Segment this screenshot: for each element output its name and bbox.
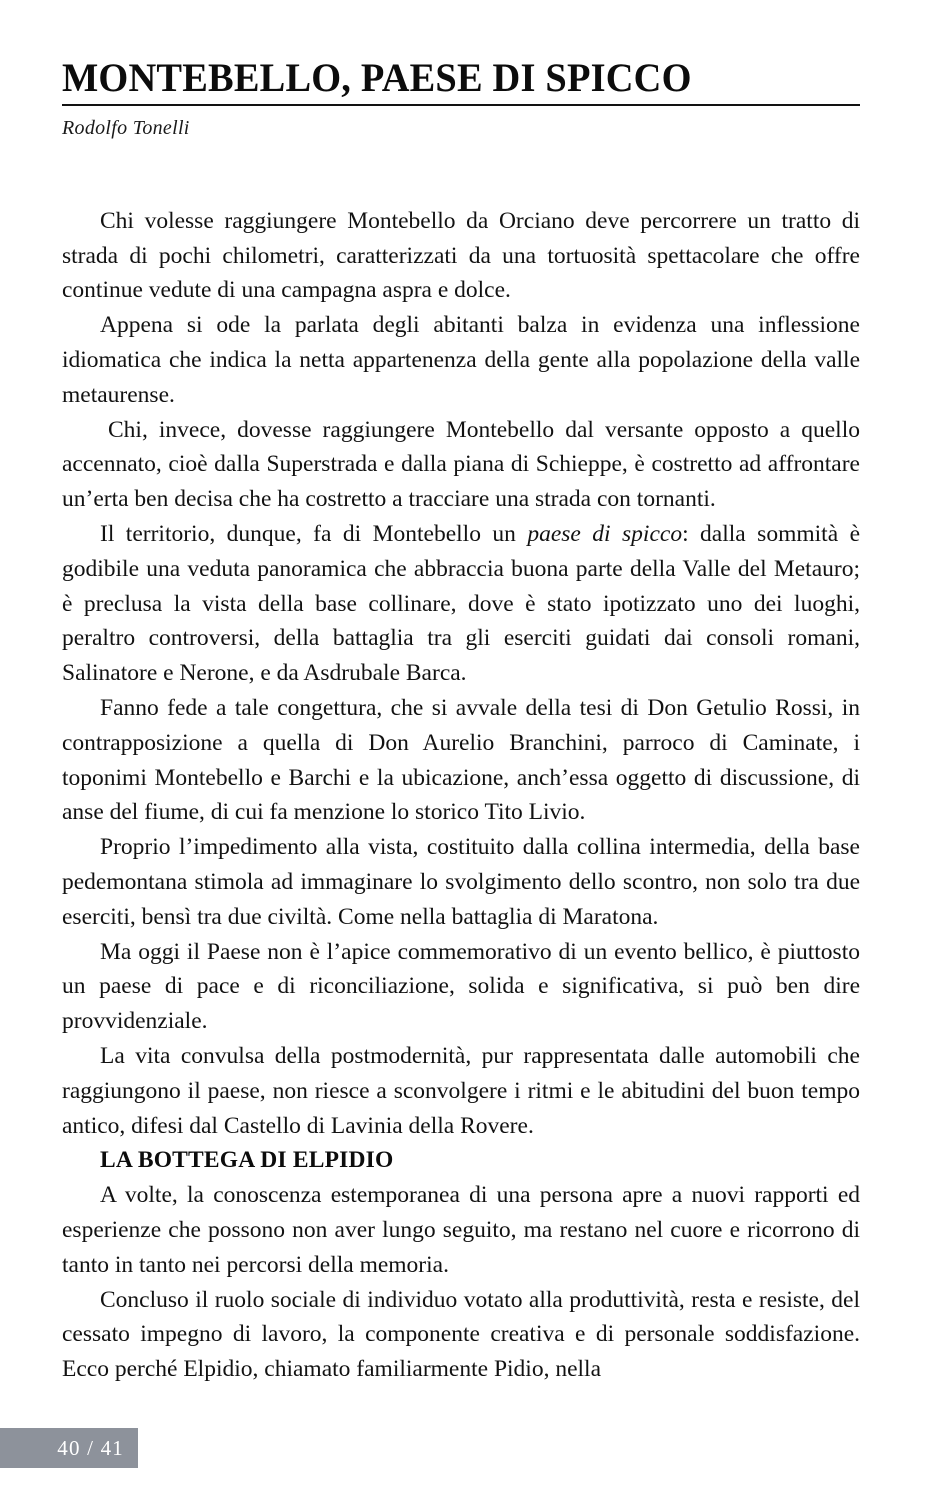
page-content bbox=[62, 0, 860, 1387]
title-block bbox=[62, 0, 860, 140]
article-body bbox=[62, 204, 860, 1387]
paragraph-3: Chi, invece, dovesse raggiungere Montebello dal versante opposto a quello accennato, cioè dalla Superstrada e dalla piana di Schieppe, è costretto ad affrontare un’erta ben decisa che ha costretto a tracciare una strada con tornanti. bbox=[62, 416, 860, 513]
paragraph-1: Chi volesse raggiungere Montebello da Orciano deve percorrere un tratto di strada di pochi chilometri, caratterizzati da una tortuosità spettacolare che offre continue vedute di una campagna aspra e dolce. bbox=[62, 207, 860, 304]
paragraph-2: Appena si ode la parlata degli abitanti balza in evidenza una inflessione idiomatica che indica la netta appartenenza della gente alla popolazione della valle metaurense. bbox=[62, 312, 860, 408]
section-paragraph-1: A volte, la conoscenza estemporanea di una persona apre a nuovi rapporti ed esperienze che possono non aver lungo seguito, ma restano nel cuore e ricorrono di tanto in tanto nei percorsi della memoria. bbox=[62, 1182, 860, 1278]
paragraph-4-tail: : dalla sommità è godibile una veduta panoramica che abbraccia buona parte della Valle del Metauro; è preclusa la vista della base collinare, dove è stato ipotizzato uno dei luoghi, peraltro controversi, della battaglia tra gli eserciti guidati dai consoli romani, Salinatore e Nerone, e da Asdrubale Barca. bbox=[62, 520, 861, 687]
author-byline: Rodolfo Tonelli bbox=[62, 116, 190, 139]
title-divider bbox=[62, 104, 860, 106]
paragraph-7: Ma oggi il Paese non è l’apice commemorativo di un evento bellico, è piuttosto un paese di pace e di riconciliazione, solida e significativa, si può ben dire provvidenziale. bbox=[62, 938, 860, 1035]
page-title: MONTEBELLO, PAESE DI SPICCO bbox=[62, 55, 692, 100]
page-number-badge bbox=[0, 1428, 138, 1468]
section-heading-la-bottega-di-elpidio: LA BOTTEGA DI ELPIDIO bbox=[100, 1147, 394, 1174]
paragraph-6: Proprio l’impedimento alla vista, costituito dalla collina intermedia, della base pedemontana stimola ad immaginare lo svolgimento dello scontro, non solo tra due eserciti, bensì tra due civiltà. Come nella battaglia di Maratona. bbox=[62, 834, 860, 930]
section-paragraph-2: Concluso il ruolo sociale di individuo votato alla produttività, resta e resiste, del cessato impegno di lavoro, la componente creativa e di personale soddisfazione. Ecco perché Elpidio, chiamato familiarmente Pidio, nella bbox=[62, 1286, 860, 1383]
paragraph-4-lead: Il territorio, dunque, fa di Montebello un bbox=[100, 520, 528, 547]
paragraph-5: Fanno fede a tale congettura, che si avvale della tesi di Don Getulio Rossi, in contrapposizione a quella di Don Aurelio Branchini, parroco di Caminate, i toponimi Montebello e Barchi e la ubicazione, anch’essa oggetto di discussione, di anse del fiume, di cui fa menzione lo storico Tito Livio. bbox=[62, 694, 860, 826]
paragraph-8: La vita convulsa della postmodernità, pur rappresentata dalle automobili che raggiungono il paese, non riesce a sconvolgere i ritmi e le abitudini del buon tempo antico, difesi dal Castello di Lavinia della Rovere. bbox=[62, 1042, 860, 1139]
paragraph-4 bbox=[62, 517, 860, 691]
paragraph-4-emphasis: paese di spicco bbox=[527, 520, 683, 547]
page-number-label: 40 / 41 bbox=[57, 1435, 124, 1460]
